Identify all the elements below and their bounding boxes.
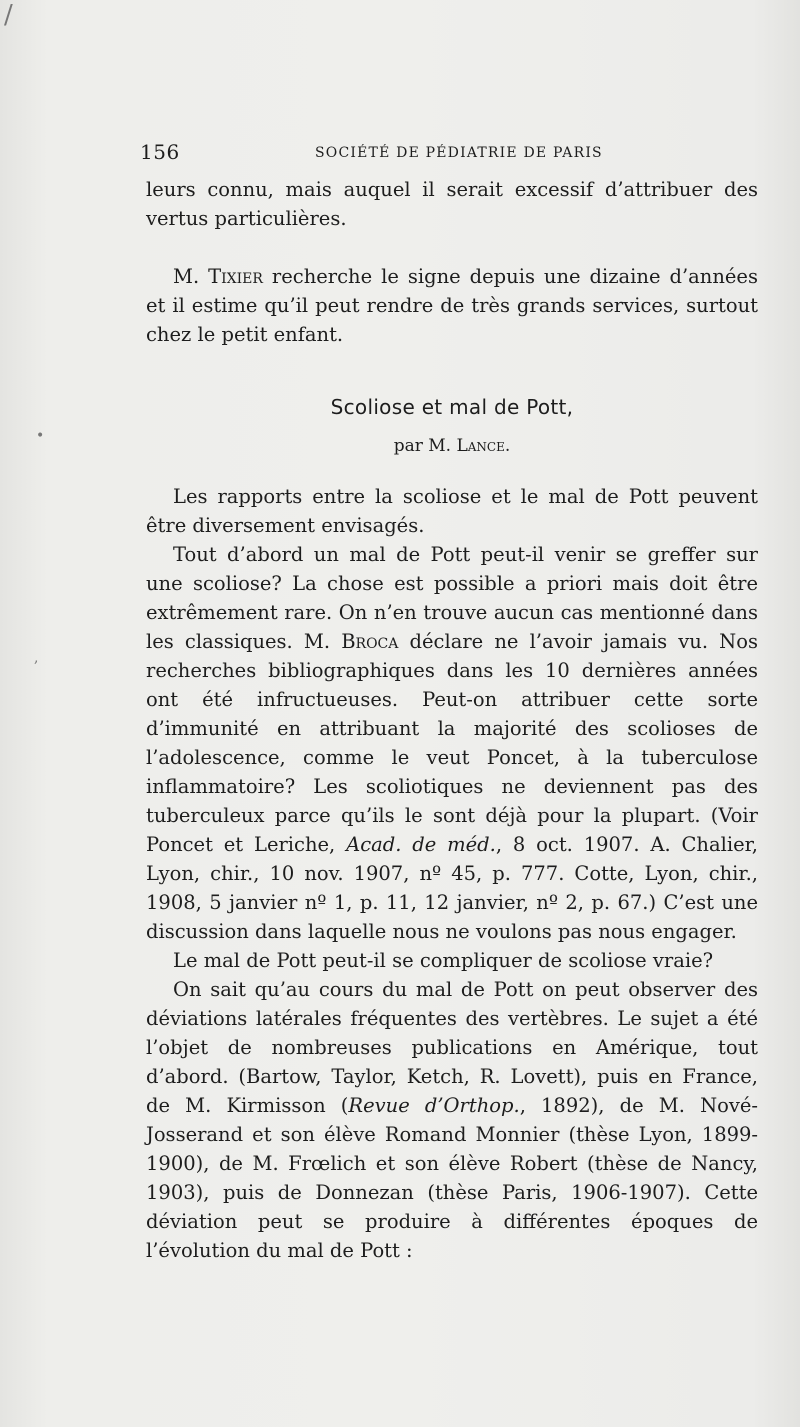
text-run: , 1892), de M. Nové-Josserand et son élève Romand Monnier (thèse Lyon, 1899-1900), de M. Frœlich et son élève Robert (thèse de Nancy, 1903), puis de Donnezan (thèse Paris, 1906-1907). Cette déviation peut se produire à différentes époques de l’évolution du mal de Pott :	[146, 1094, 759, 1262]
byline-suffix: .	[504, 436, 511, 456]
paragraph-prefix: M.	[173, 265, 209, 288]
author-name-tixier: Tixier	[208, 265, 263, 288]
paragraph-text: leurs connu, mais auquel il serait excessif d’attribuer des vertus particulières.	[146, 178, 758, 230]
paragraph-text: recherche le signe depuis une dizaine d’années et il estime qu’il peut rendre de très grands services, surtout chez le petit enfant.	[146, 265, 758, 346]
margin-tick: ,	[34, 650, 39, 666]
byline-prefix: par M.	[393, 436, 457, 456]
corner-scratch-mark: /	[4, 0, 13, 30]
section-title: Scoliose et mal de Pott,	[330, 395, 574, 419]
paragraph-tixier	[146, 262, 758, 349]
byline-author: Lance	[456, 436, 505, 456]
text-run: On sait qu’au cours du mal de Pott on peut observer des déviations latérales fréquentes des vertèbres. Le sujet a été l’objet de nombreuses publications en Amérique, tout d’abord. (Bartow, Taylor, Ketch, R. Lovett), puis en France, de M. Kirmisson (	[146, 978, 758, 1117]
page-header	[140, 140, 760, 170]
body-paragraph-4	[146, 975, 758, 1265]
section-byline	[146, 436, 758, 456]
text-run: , 8 oct. 1907. A. Chalier, Lyon, chir., 10 nov. 1907, nº 45, p. 777. Cotte, Lyon, chir., 1908, 5 janvier nº 1, p. 11, 12 janvier, nº 2, p. 67.) C’est une discussion dans laquelle nous ne voulons pas nous engager.	[146, 833, 758, 943]
paragraph-continued	[146, 175, 758, 233]
article-body	[146, 482, 758, 1265]
body-paragraph-3: Le mal de Pott peut-il se compliquer de scoliose vraie?	[173, 949, 714, 972]
running-title: SOCIÉTÉ DE PÉDIATRIE DE PARIS	[315, 145, 603, 161]
text-run: Tout d’abord un mal de Pott peut-il venir se greffer sur une scoliose? La chose est possible a priori mais doit être extrêmement rare. On n’en trouve aucun cas mentionné dans les classiques. M.	[146, 543, 758, 653]
citation-journal: Acad. de méd.	[346, 833, 496, 856]
page-number: 156	[140, 140, 180, 164]
citation-journal: Revue d’Orthop.	[348, 1094, 520, 1117]
body-paragraph-1: Les rapports entre la scoliose et le mal de Pott peuvent être diversement envisagés.	[146, 485, 758, 537]
margin-dot: •	[36, 428, 45, 444]
text-run: déclare ne l’avoir jamais vu. Nos recherches bibliographiques dans les 10 dernières années ont été infructueuses. Peut-on attribuer cette sorte d’immunité en attribuant la majorité des scolioses de l’adolescence, comme le veut Poncet, à la tuberculose inflammatoire? Les scoliotiques ne deviennent pas des tuberculeux parce qu’ils le sont déjà pour la plupart. (Voir Poncet et Leriche,	[146, 630, 758, 856]
body-paragraph-2	[146, 540, 758, 946]
author-name-broca: Broca	[341, 630, 399, 653]
